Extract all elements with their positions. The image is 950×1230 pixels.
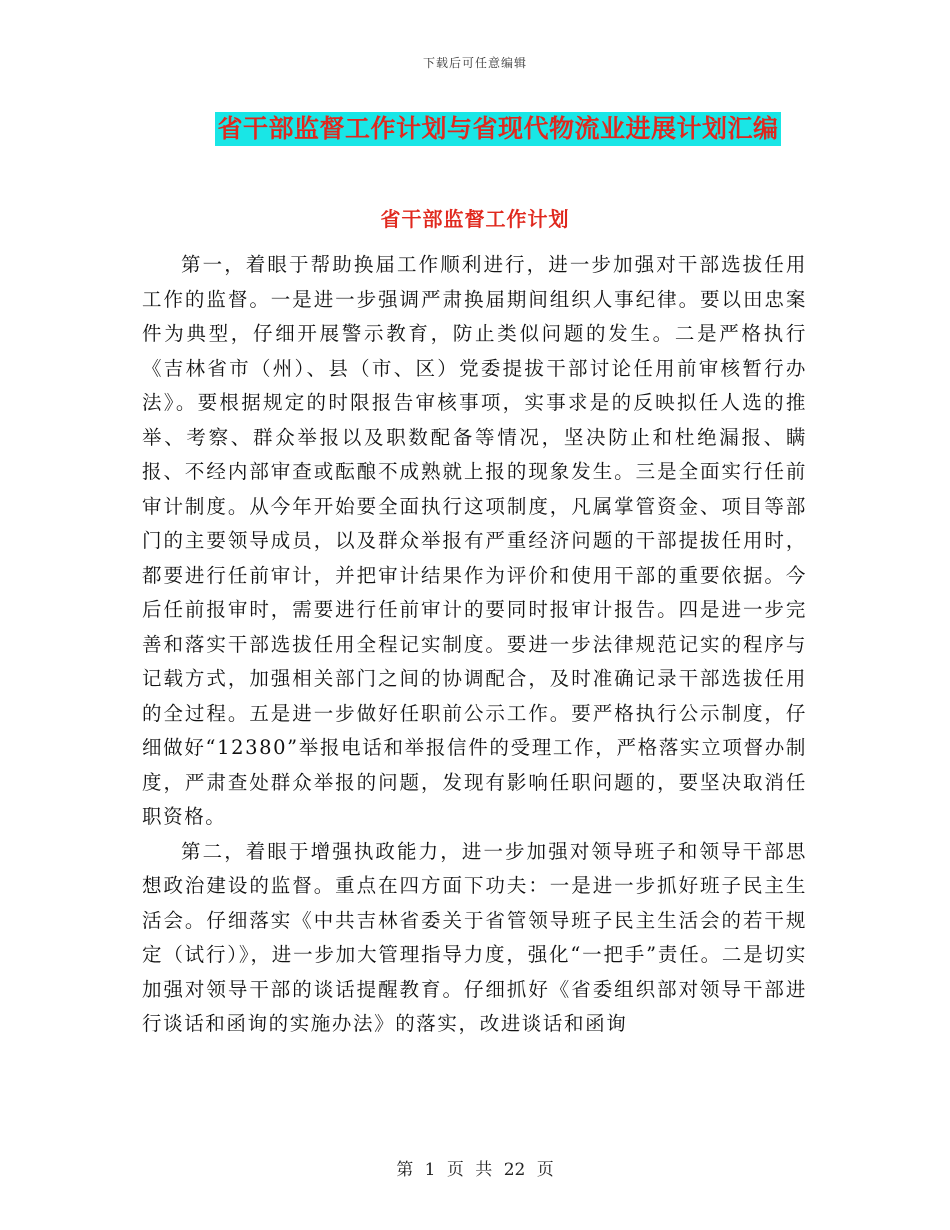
paragraph-1: 第一，着眼于帮助换届工作顺利进行，进一步加强对干部选拔任用工作的监督。一是进一步强调严肃换届期间组织人事纪律。要以田忠案件为典型，仔细开展警示教育，防止类似问题的发生。二是严格执行《吉林省市（州）、县（市、区）党委提拔干部讨论任用前审核暂行办法》。要根据规定的时限报告审核事项，实事求是的反映拟任人选的推举、考察、群众举报以及职数配备等情况，坚决防止和杜绝漏报、瞒报、不经内部审查或酝酿不成熟就上报的现象发生。三是全面实行任前审计制度。从今年开始要全面执行这项制度，凡属掌管资金、项目等部门的主要领导成员，以及群众举报有严重经济问题的干部提拔任用时，都要进行任前审计，并把审计结果作为评价和使用干部的重要依据。今后任前报审时，需要进行任前审计的要同时报审计报告。四是进一步完善和落实干部选拔任用全程记实制度。要进一步法律规范记实的程序与记载方式，加强相关部门之间的协调配合，及时准确记录干部选拔任用的全过程。五是进一步做好任职前公示工作。要严格执行公示制度，仔细做好“12380”举报电话和举报信件的受理工作，严格落实立项督办制度，严肃查处群众举报的问题，发现有影响任职问题的，要坚决取消任职资格。 (142, 253, 807, 828)
document-title-container (0, 112, 950, 146)
document-title: 省干部监督工作计划与省现代物流业进展计划汇编 (215, 112, 780, 146)
header-note: 下载后可任意编辑 (422, 56, 527, 70)
paragraph-2: 第二，着眼于增强执政能力，进一步加强对领导班子和领导干部思想政治建设的监督。重点在四方面下功夫：一是进一步抓好班子民主生活会。仔细落实《中共吉林省委关于省管领导班子民主生活会的若干规定（试行）》，进一步加大管理指导力度，强化“一把手”责任。二是切实加强对领导干部的谈话提醒教育。仔细抓好《省委组织部对领导干部进行谈话和函询的实施办法》的落实，改进谈话和函询 (142, 839, 807, 1035)
page-footer: 第 1 页 共 22 页 (396, 1160, 554, 1180)
section-title: 省干部监督工作计划 (380, 207, 570, 231)
body-text (142, 248, 807, 1042)
